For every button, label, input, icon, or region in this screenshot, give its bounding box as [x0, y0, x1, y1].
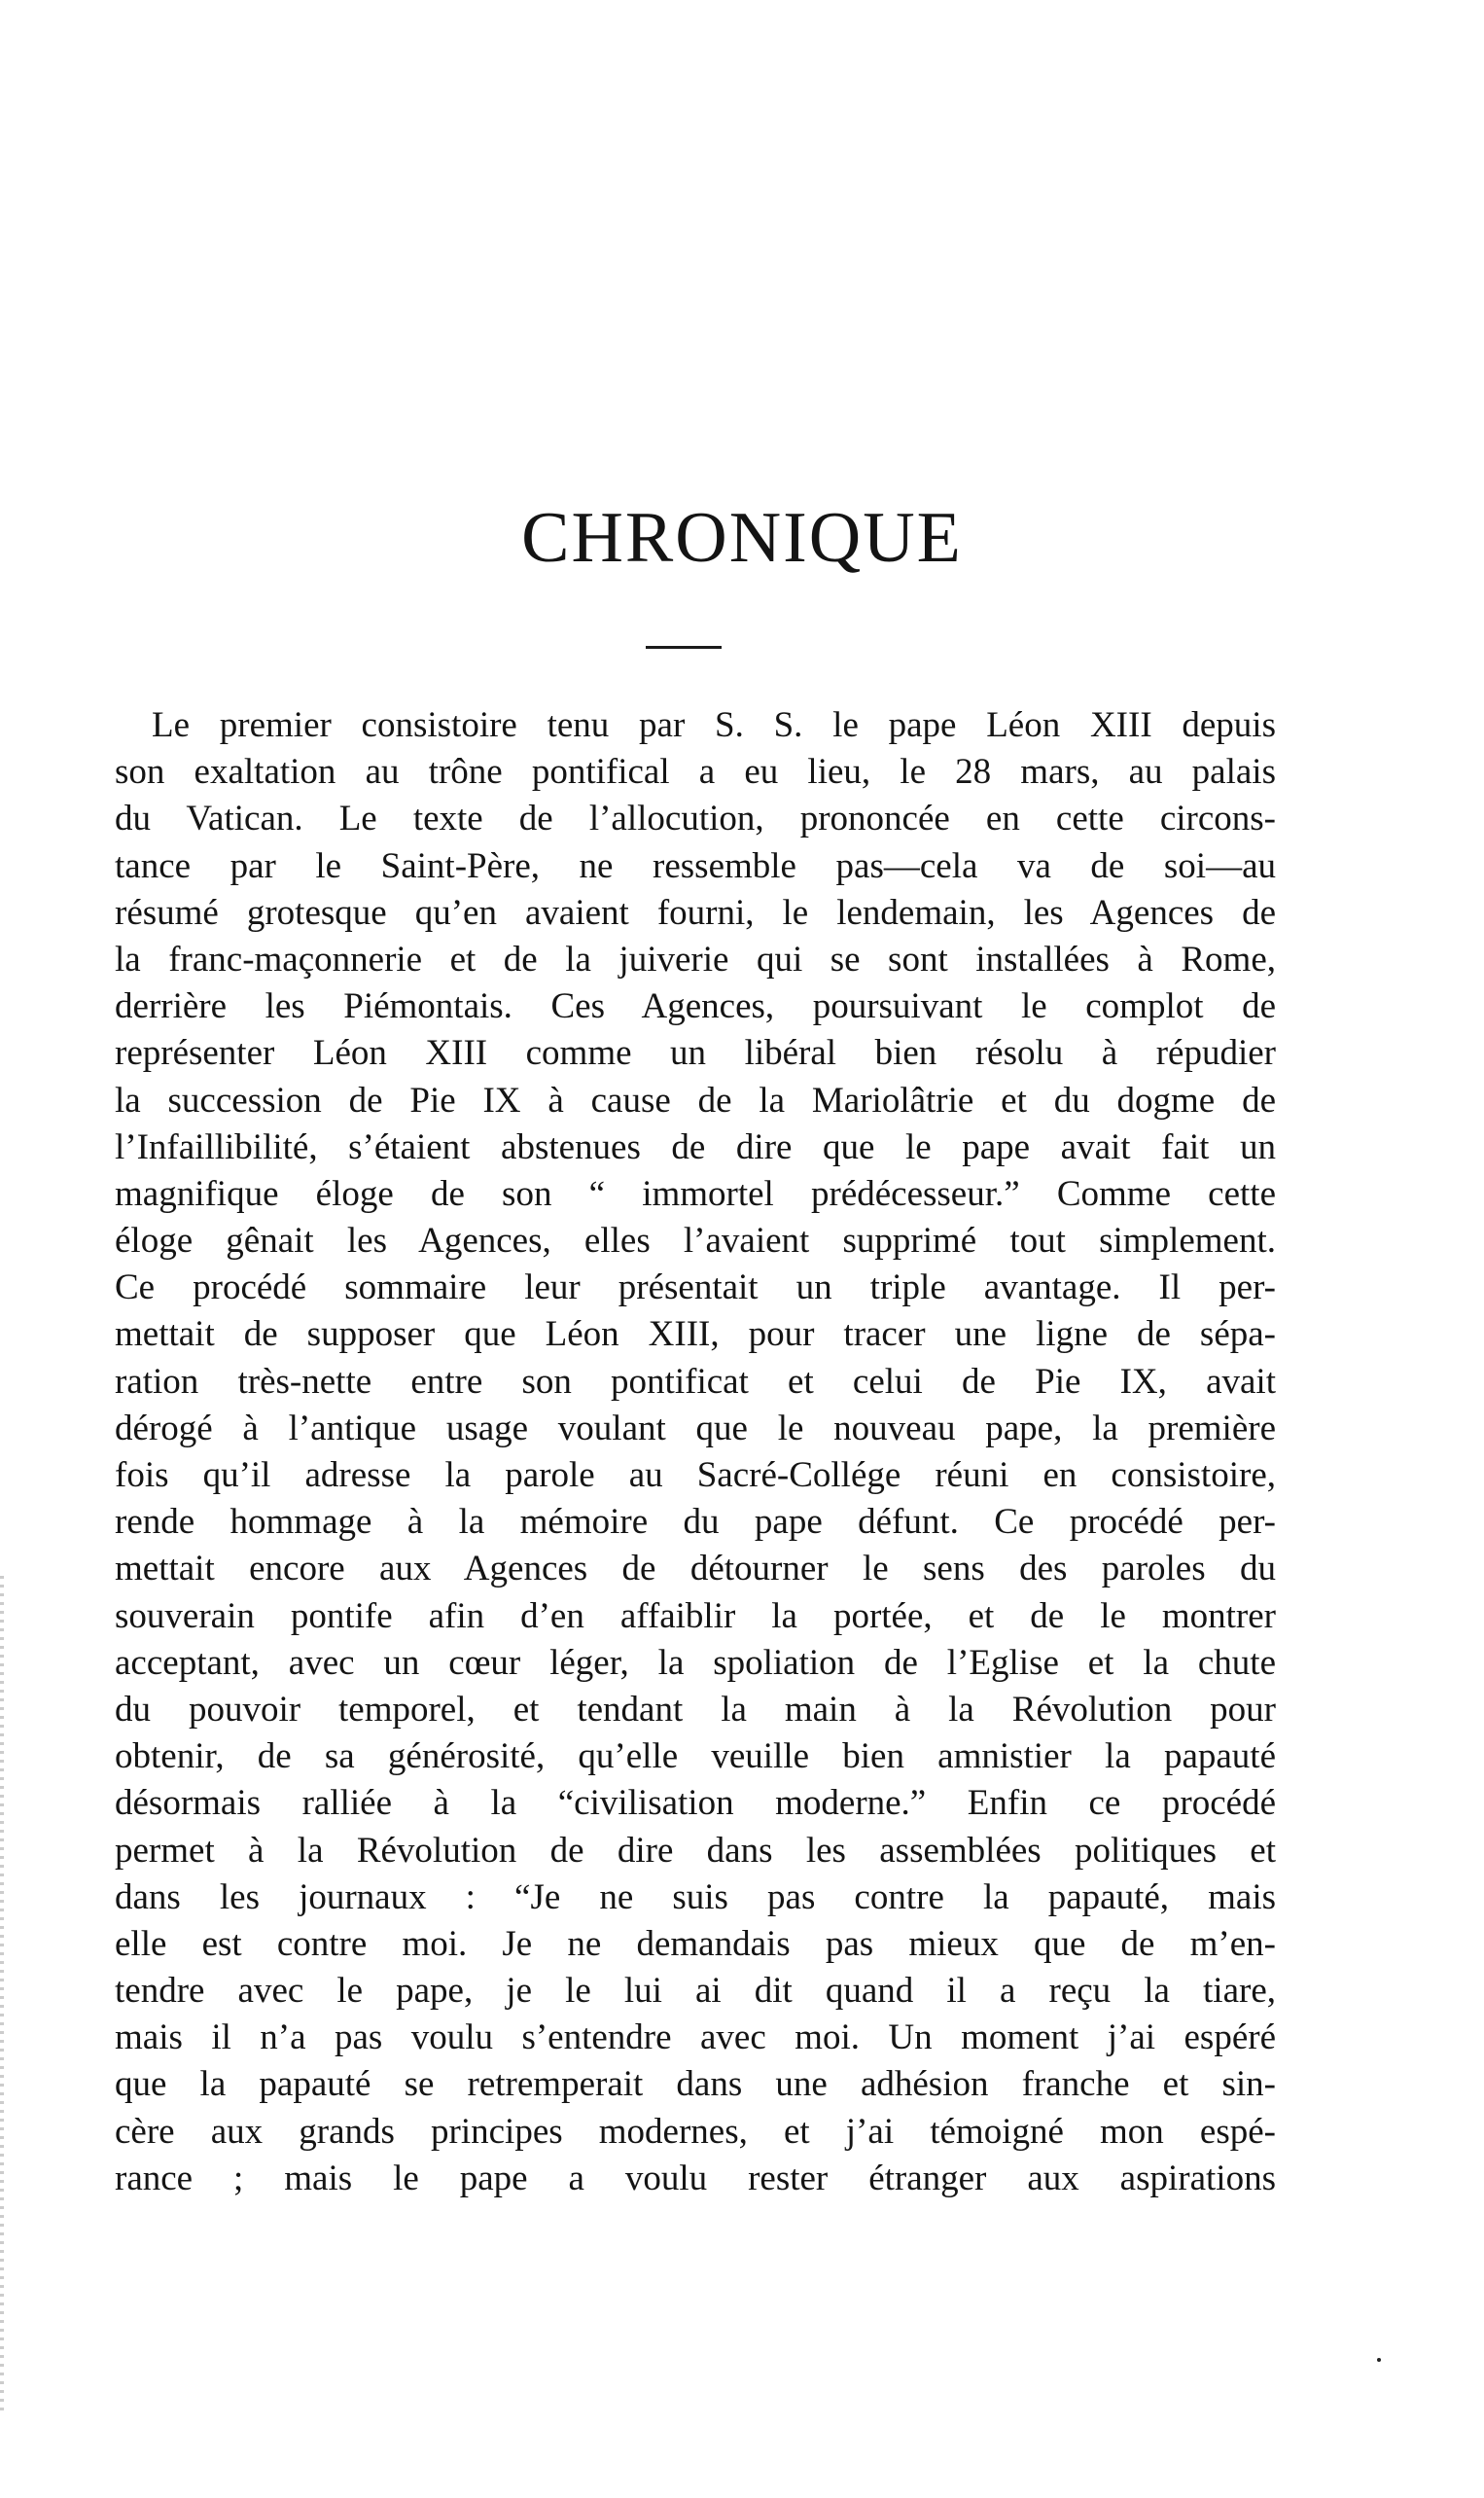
text-line: la franc-maçonnerie et de la juiverie qui se sont installées à Rome, — [115, 939, 1276, 980]
text-line: dérogé à l’antique usage voulant que le nouveau pape, la première — [115, 1408, 1276, 1448]
text-line: magnifique éloge de son “ immortel prédécesseur.” Comme cette — [115, 1173, 1276, 1214]
body-paragraph — [115, 702, 1276, 2202]
text-line: du Vatican. Le texte de l’allocution, prononcée en cette circons- — [115, 799, 1276, 839]
ink-speck — [1377, 2358, 1381, 2362]
text-line: tance par le Saint-Père, ne ressemble pas—cela va de soi—au — [115, 845, 1276, 886]
text-line: que la papauté se retremperait dans une adhésion franche et sin- — [115, 2064, 1276, 2105]
text-line: du pouvoir temporel, et tendant la main à la Révolution pour — [115, 1689, 1276, 1730]
text-line: permet à la Révolution de dire dans les assemblées politiques et — [115, 1830, 1276, 1871]
page-title: CHRONIQUE — [521, 498, 963, 578]
text-line: cère aux grands principes modernes, et j’ai témoigné mon espé- — [115, 2111, 1276, 2152]
text-line: acceptant, avec un cœur léger, la spoliation de l’Eglise et la chute — [115, 1642, 1276, 1683]
text-line: mettait de supposer que Léon XIII, pour tracer une ligne de sépa- — [115, 1314, 1276, 1355]
text-line: elle est contre moi. Je ne demandais pas mieux que de m’en- — [115, 1923, 1276, 1964]
text-line: son exaltation au trône pontifical a eu lieu, le 28 mars, au palais — [115, 752, 1276, 793]
text-line: obtenir, de sa générosité, qu’elle veuille bien amnistier la papauté — [115, 1736, 1276, 1777]
title-rule — [646, 646, 722, 649]
text-line: éloge gênait les Agences, elles l’avaient supprimé tout simplement. — [115, 1221, 1276, 1262]
text-line: l’Infaillibilité, s’étaient abstenues de dire que le pape avait fait un — [115, 1126, 1276, 1167]
text-line: rende hommage à la mémoire du pape défunt. Ce procédé per- — [115, 1502, 1276, 1543]
text-line: Le premier consistoire tenu par S. S. le pape Léon XIII depuis — [152, 705, 1276, 745]
text-line: ration très-nette entre son pontificat et celui de Pie IX, avait — [115, 1361, 1276, 1402]
text-line: rance ; mais le pape a voulu rester étranger aux aspirations — [115, 2158, 1276, 2198]
text-line: tendre avec le pape, je le lui ai dit quand il a reçu la tiare, — [115, 1971, 1276, 2012]
text-line: dans les journaux : “Je ne suis pas contre la papauté, mais — [115, 1876, 1276, 1917]
text-line: la succession de Pie IX à cause de la Mariolâtrie et du dogme de — [115, 1080, 1276, 1121]
text-line: mettait encore aux Agences de détourner le sens des paroles du — [115, 1549, 1276, 1589]
text-line: fois qu’il adresse la parole au Sacré-Collége réuni en consistoire, — [115, 1455, 1276, 1495]
page-edge-shadow — [0, 1576, 4, 2412]
text-line: Ce procédé sommaire leur présentait un triple avantage. Il per- — [115, 1267, 1276, 1308]
text-line: mais il n’a pas voulu s’entendre avec moi. Un moment j’ai espéré — [115, 2017, 1276, 2058]
text-line: résumé grotesque qu’en avaient fourni, le lendemain, les Agences de — [115, 892, 1276, 933]
text-line: représenter Léon XIII comme un libéral bien résolu à répudier — [115, 1033, 1276, 1074]
text-line: souverain pontife afin d’en affaiblir la portée, et de le montrer — [115, 1595, 1276, 1636]
text-line: derrière les Piémontais. Ces Agences, poursuivant le complot de — [115, 986, 1276, 1027]
text-line: désormais ralliée à la “civilisation moderne.” Enfin ce procédé — [115, 1783, 1276, 1824]
